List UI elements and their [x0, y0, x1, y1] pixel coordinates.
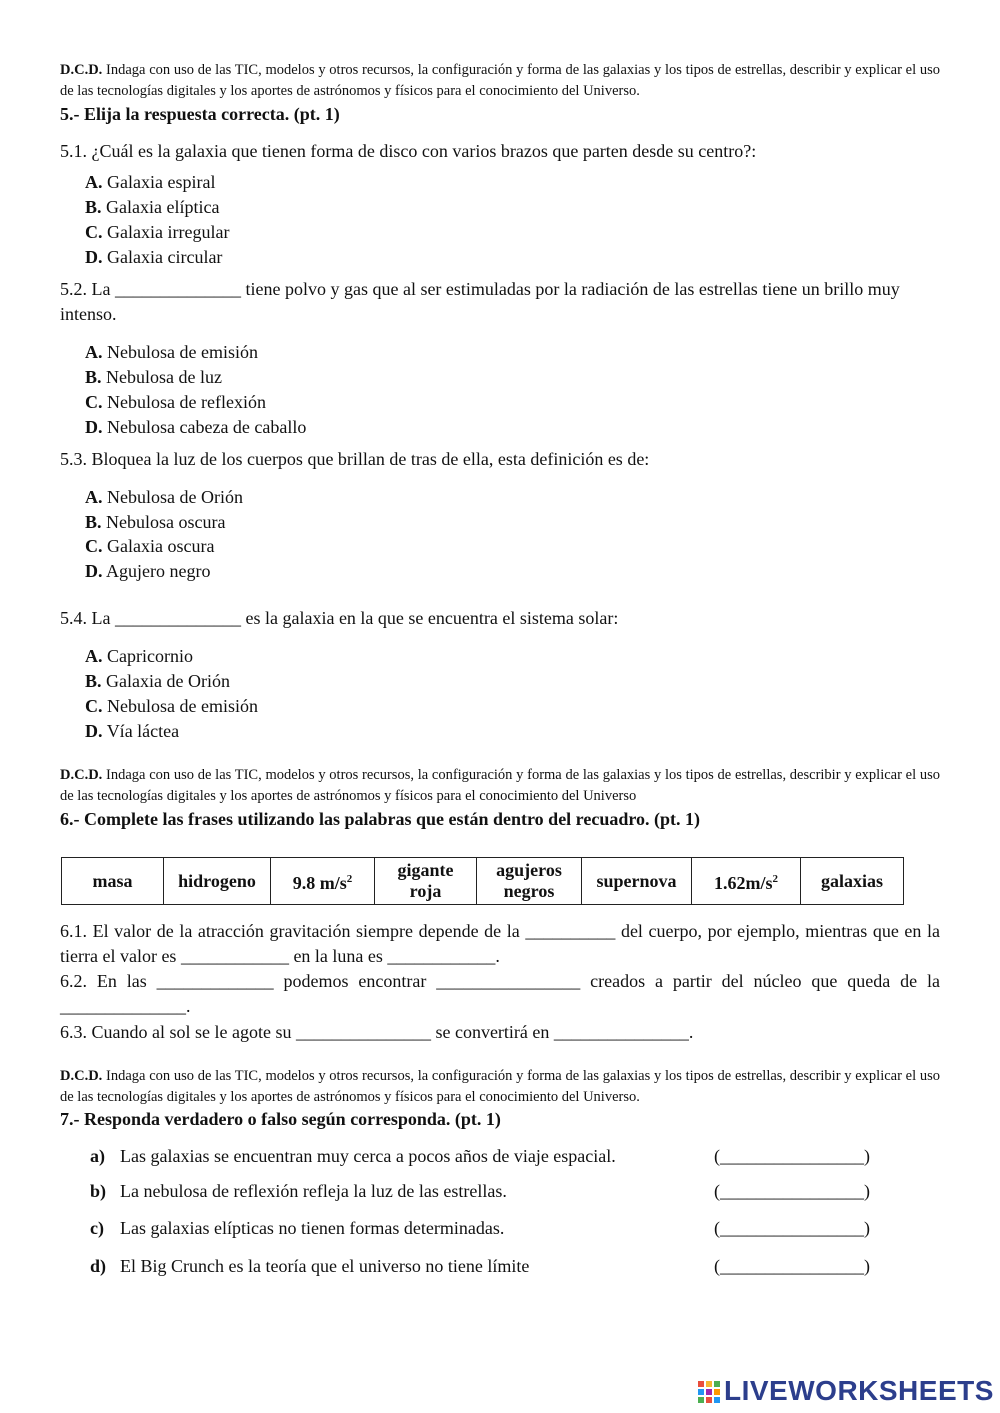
- tf-answer-c[interactable]: (________________): [714, 1218, 870, 1238]
- option-letter: A.: [85, 342, 103, 362]
- option-5-4-b[interactable]: [85, 669, 230, 694]
- tf-answer-d[interactable]: (________________): [714, 1256, 870, 1276]
- option-letter: C.: [85, 392, 103, 412]
- option-5-1-b[interactable]: [85, 195, 219, 220]
- tf-statement: Las galaxias se encuentran muy cerca a pocos años de viaje espacial.: [120, 1146, 616, 1166]
- tf-statement: La nebulosa de reflexión refleja la luz de las estrellas.: [120, 1181, 507, 1201]
- word-gigante-roja[interactable]: [375, 858, 477, 905]
- tf-answer-b[interactable]: (________________): [714, 1181, 870, 1201]
- option-5-1-a[interactable]: [85, 170, 215, 195]
- tf-letter: a): [90, 1146, 105, 1166]
- option-text: Galaxia oscura: [107, 536, 215, 556]
- option-letter: B.: [85, 671, 102, 691]
- tf-item-c: [90, 1218, 504, 1239]
- tf-item-a: [90, 1146, 616, 1167]
- dcd-label: D.C.D.: [60, 767, 103, 783]
- option-letter: B.: [85, 367, 102, 387]
- option-5-2-d[interactable]: [85, 415, 306, 440]
- dcd-paragraph-2: [60, 765, 940, 807]
- dcd-text: Indaga con uso de las TIC, modelos y otros recursos, la configuración y forma de las galaxias y los tipos de estrellas, describir y explicar el uso de las tecnologías digitales y los aportes de astrónomos y físicos para el conocimiento del Universo.: [60, 62, 940, 99]
- question-5-3: 5.3. Bloquea la luz de los cuerpos que brillan de tras de ella, esta definición es de:: [60, 449, 650, 469]
- option-5-3-c[interactable]: [85, 534, 214, 559]
- option-text: Galaxia circular: [107, 247, 223, 267]
- option-letter: D.: [85, 721, 103, 741]
- word-text-line-1: gigante: [397, 860, 454, 880]
- section-7-heading: 7.- Responda verdadero o falso según corresponda. (pt. 1): [60, 1109, 501, 1129]
- question-5-1: 5.1. ¿Cuál es la galaxia que tienen forma de disco con varios brazos que parten desde su centro?:: [60, 141, 757, 161]
- option-5-4-a[interactable]: [85, 644, 193, 669]
- option-letter: A.: [85, 646, 103, 666]
- tf-item-b: [90, 1181, 507, 1202]
- liveworksheets-logo: [698, 1375, 994, 1411]
- liveworksheets-mark-icon: [698, 1381, 720, 1405]
- word-masa[interactable]: masa: [62, 858, 164, 905]
- option-5-2-c[interactable]: [85, 390, 266, 415]
- option-5-3-d[interactable]: [85, 559, 210, 584]
- dcd-label: D.C.D.: [60, 62, 103, 78]
- word-bank-table: [61, 857, 904, 905]
- option-5-1-d[interactable]: [85, 245, 222, 270]
- tf-answer-a[interactable]: (________________): [714, 1146, 870, 1166]
- question-5-4: 5.4. La ______________ es la galaxia en la que se encuentra el sistema solar:: [60, 608, 619, 628]
- option-text: Nebulosa de emisión: [107, 342, 258, 362]
- option-text: Nebulosa de emisión: [107, 696, 258, 716]
- tf-statement: El Big Crunch es la teoría que el universo no tiene límite: [120, 1256, 530, 1276]
- word-superscript: 2: [772, 872, 778, 885]
- logo-text: LIVEWORKSHEETS: [724, 1375, 994, 1406]
- option-letter: C.: [85, 696, 103, 716]
- option-text: Galaxia espiral: [107, 172, 216, 192]
- word-hidrogeno[interactable]: hidrogeno: [164, 858, 271, 905]
- option-letter: D.: [85, 247, 103, 267]
- option-letter: C.: [85, 222, 103, 242]
- word-text: 1.62m/s: [714, 872, 773, 893]
- option-letter: C.: [85, 536, 103, 556]
- word-bank-row: [62, 858, 904, 905]
- option-5-3-b[interactable]: [85, 510, 225, 535]
- option-text: Agujero negro: [106, 561, 211, 581]
- option-5-3-a[interactable]: [85, 485, 243, 510]
- sentence-6-2: 6.2. En las _____________ podemos encontrar ________________ creados a partir del núcleo que queda de la ______________.: [60, 971, 940, 1016]
- word-text-line-2: negros: [503, 881, 555, 901]
- word-supernova[interactable]: supernova: [582, 858, 692, 905]
- option-text: Galaxia irregular: [107, 222, 230, 242]
- sentence-6-3: 6.3. Cuando al sol se le agote su _______________ se convertirá en _______________.: [60, 1022, 694, 1042]
- option-5-4-c[interactable]: [85, 694, 258, 719]
- option-text: Vía láctea: [106, 721, 180, 741]
- dcd-label: D.C.D.: [60, 1068, 103, 1084]
- word-galaxias[interactable]: galaxias: [801, 858, 904, 905]
- option-text: Nebulosa de Orión: [107, 487, 243, 507]
- dcd-text: Indaga con uso de las TIC, modelos y otros recursos, la configuración y forma de las galaxias y los tipos de estrellas, describir y explicar el uso de las tecnologías digitales y los aportes de astrónomos y físicos para el conocimiento del Universo.: [60, 1068, 940, 1105]
- question-5-2: 5.2. La ______________ tiene polvo y gas que al ser estimuladas por la radiación de las estrellas tiene un brillo muy intenso.: [60, 279, 900, 324]
- option-text: Capricornio: [107, 646, 193, 666]
- section-6-heading: 6.- Complete las frases utilizando las palabras que están dentro del recuadro. (pt. 1): [60, 809, 701, 829]
- section-5-heading: 5.- Elija la respuesta correcta. (pt. 1): [60, 104, 340, 124]
- option-letter: D.: [85, 417, 103, 437]
- option-letter: A.: [85, 172, 103, 192]
- word-text-line-1: agujeros: [496, 860, 562, 880]
- option-text: Nebulosa de luz: [106, 367, 222, 387]
- option-letter: B.: [85, 197, 102, 217]
- dcd-text: Indaga con uso de las TIC, modelos y otros recursos, la configuración y forma de las galaxias y los tipos de estrellas, describir y explicar el uso de las tecnologías digitales y los aportes de astrónomos y físicos para el conocimiento del Universo: [60, 767, 940, 804]
- option-text: Galaxia de Orión: [106, 671, 230, 691]
- sentence-6-1: 6.1. El valor de la atracción gravitación siempre depende de la __________ del cuerpo, por ejemplo, mientras que en la tierra el valor es ____________ en la luna es ____________.: [60, 921, 940, 966]
- dcd-paragraph-3: [60, 1066, 940, 1108]
- tf-item-d: [90, 1256, 529, 1277]
- option-text: Nebulosa cabeza de caballo: [107, 417, 307, 437]
- dcd-paragraph-1: [60, 60, 940, 102]
- option-5-1-c[interactable]: [85, 220, 229, 245]
- tf-letter: d): [90, 1256, 107, 1276]
- word-agujeros-negros[interactable]: [477, 858, 582, 905]
- option-5-4-d[interactable]: [85, 719, 179, 744]
- option-text: Nebulosa de reflexión: [107, 392, 266, 412]
- option-5-2-b[interactable]: [85, 365, 222, 390]
- option-text: Galaxia elíptica: [106, 197, 220, 217]
- option-5-2-a[interactable]: [85, 340, 258, 365]
- word-9-8[interactable]: [271, 858, 375, 905]
- option-letter: B.: [85, 512, 102, 532]
- tf-statement: Las galaxias elípticas no tienen formas determinadas.: [120, 1218, 505, 1238]
- word-superscript: 2: [346, 872, 353, 885]
- option-text: Nebulosa oscura: [106, 512, 226, 532]
- option-letter: A.: [85, 487, 103, 507]
- tf-letter: c): [90, 1218, 104, 1238]
- tf-letter: b): [90, 1181, 107, 1201]
- word-text-line-2: roja: [409, 881, 442, 901]
- option-letter: D.: [85, 561, 103, 581]
- word-text: 9.8 m/s: [292, 872, 347, 893]
- word-1-62[interactable]: [692, 858, 801, 905]
